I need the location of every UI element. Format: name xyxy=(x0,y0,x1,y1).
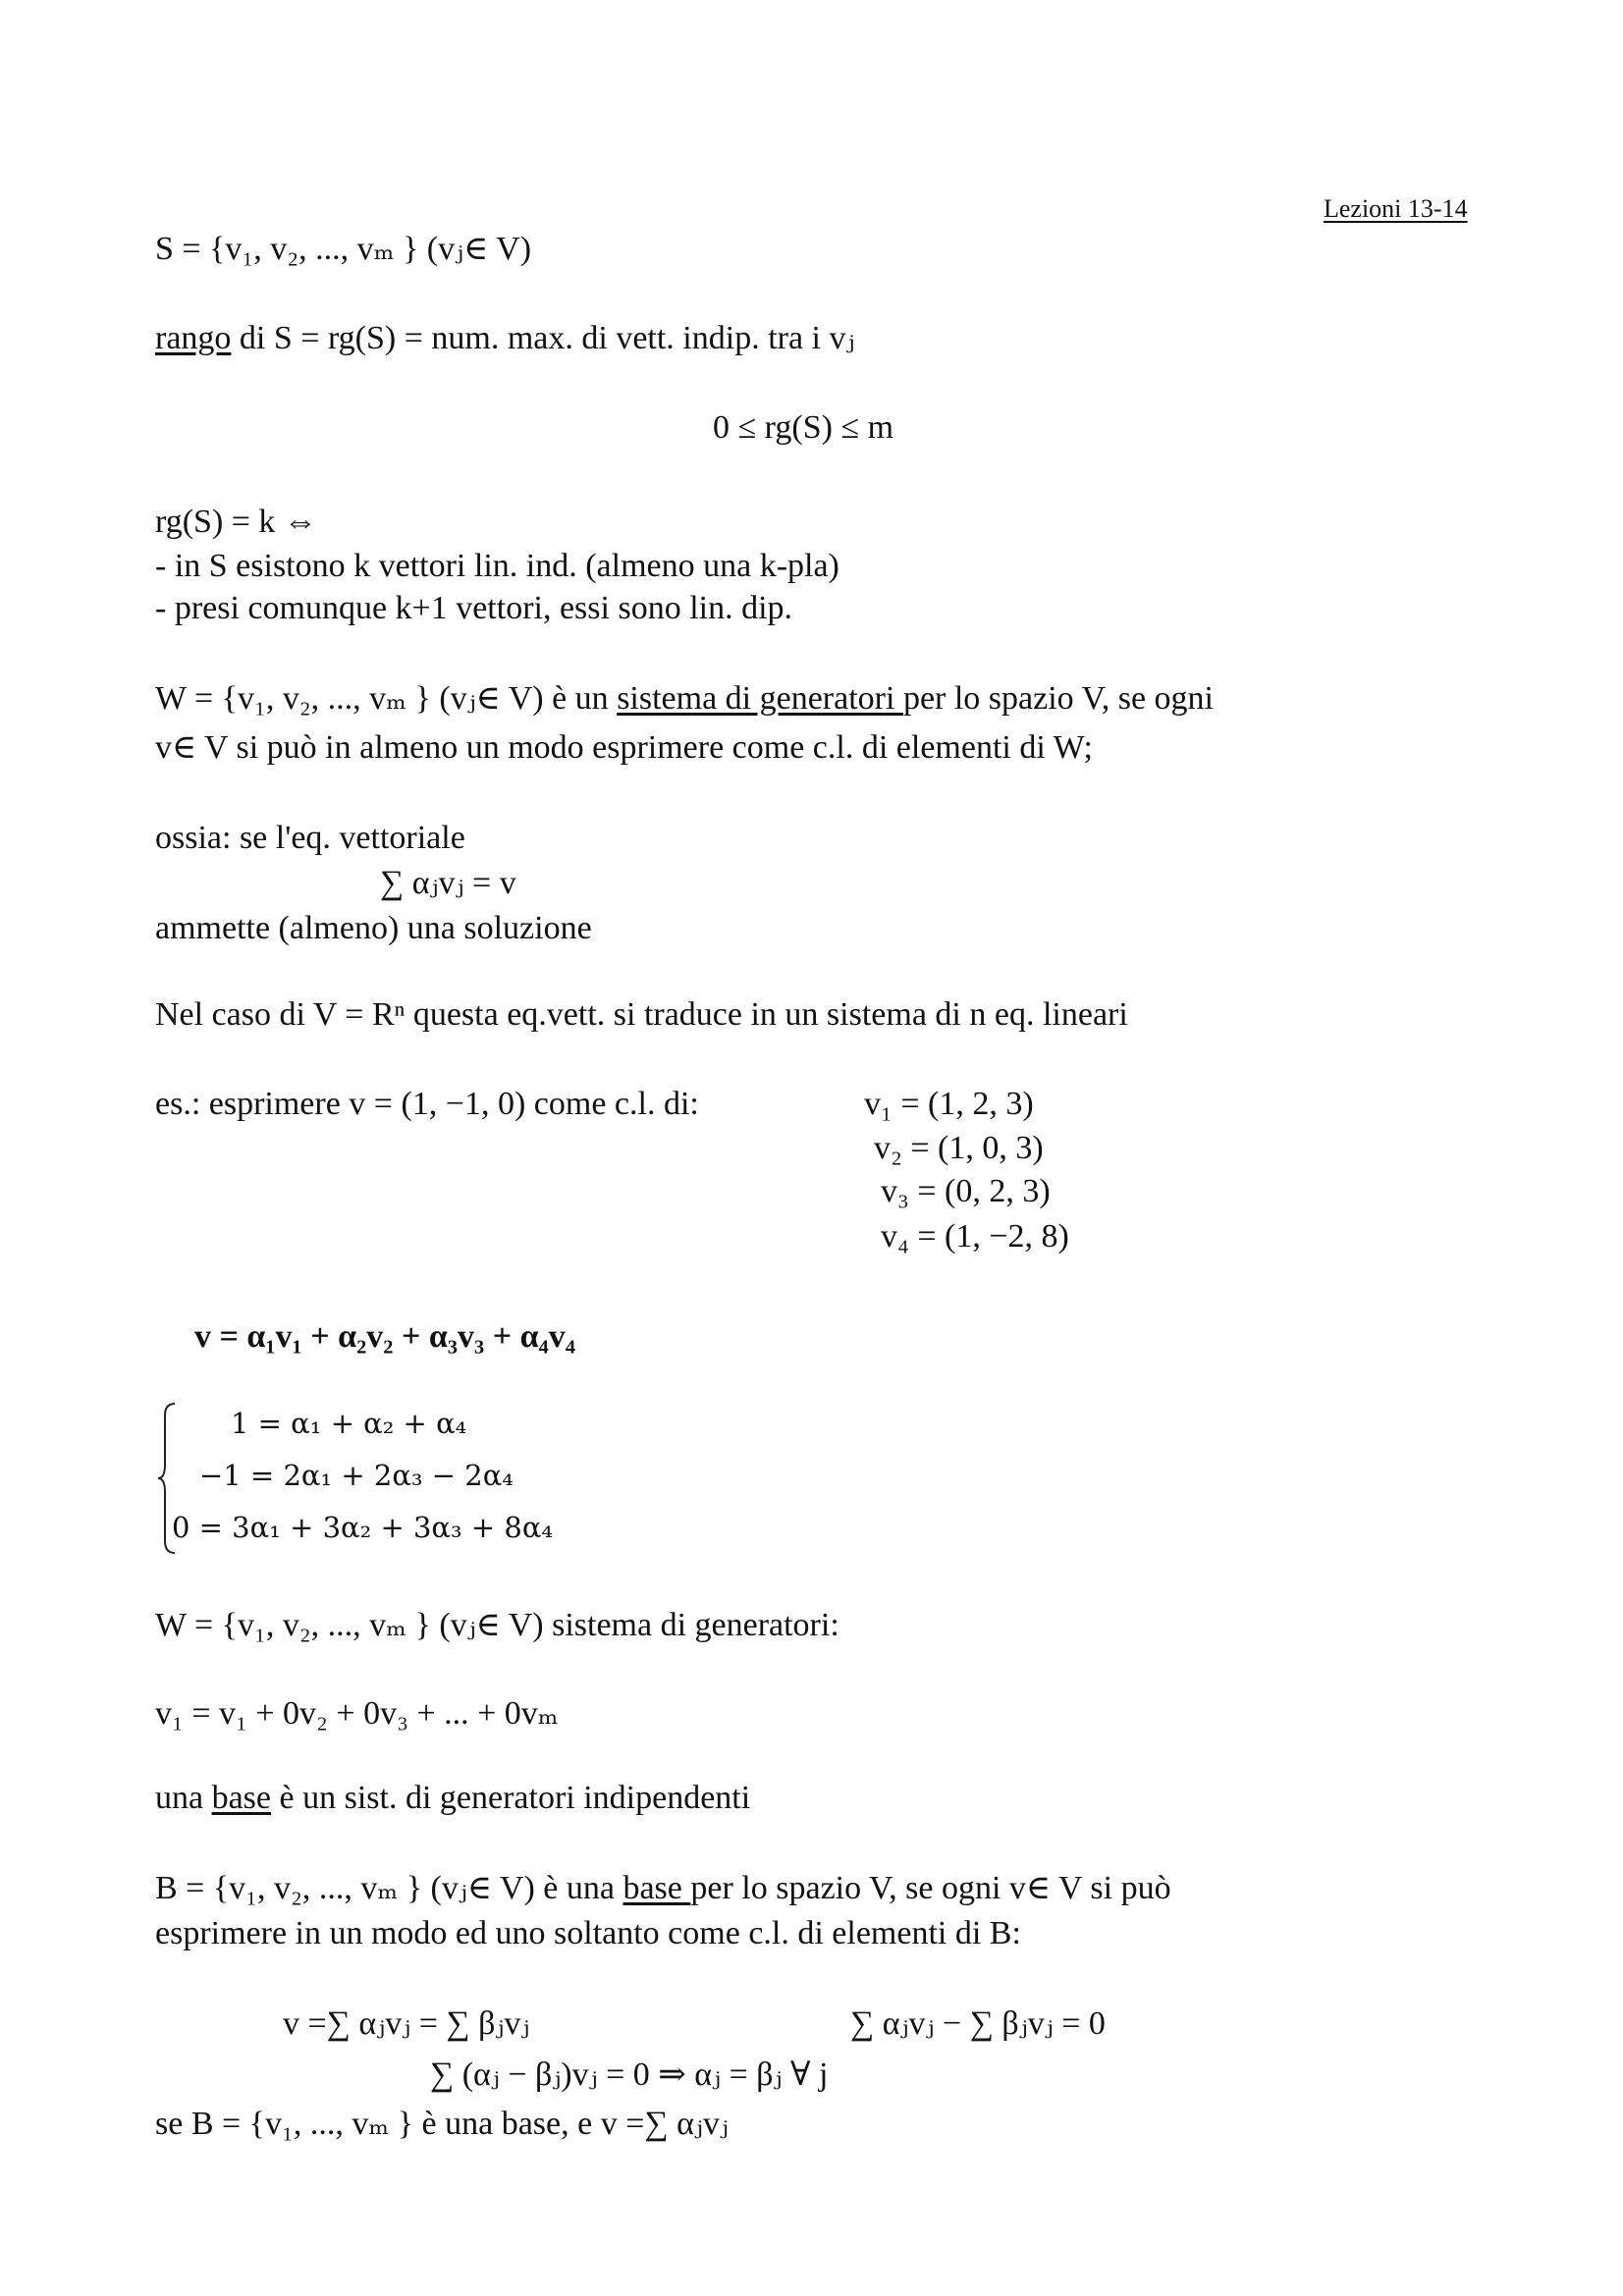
base-implication: ∑ (αⱼ − βⱼ)vⱼ = 0 ⇒ αⱼ = βⱼ ∀ j xyxy=(430,2056,829,2093)
generators-def-suffix: per lo spazio V, se ogni xyxy=(902,680,1214,717)
base-equation-left: v =∑ αⱼvⱼ = ∑ βⱼvⱼ xyxy=(283,2005,530,2042)
base-intro-term: base xyxy=(211,1780,272,1816)
base-final-line: se B = {v₁, ..., vₘ } è una base, e v =∑ αⱼvⱼ xyxy=(155,2106,729,2142)
example-prompt: es.: esprimere v = (1, −1, 0) come c.l. di: xyxy=(155,1086,699,1122)
example-vector-4: v₄ = (1, −2, 8) xyxy=(881,1218,1069,1255)
trivial-combination: v₁ = v₁ + 0v₂ + 0v₃ + ... + 0vₘ xyxy=(155,1695,559,1732)
example-vector-2: v₂ = (1, 0, 3) xyxy=(874,1130,1044,1166)
example-vector-3: v₃ = (0, 2, 3) xyxy=(881,1173,1051,1209)
system-equation-1: 1 = α₁ + α₂ + α₄ xyxy=(231,1407,467,1440)
set-definition: S = {v₁, v₂, ..., vₘ } (vⱼ∈ V) xyxy=(155,231,532,267)
base-intro xyxy=(155,1779,750,1817)
base-definition-line2: esprimere in un modo ed uno soltanto come c.l. di elementi di B: xyxy=(155,1915,1021,1951)
rank-term: rango xyxy=(155,320,232,356)
lecture-header: Lezioni 13-14 xyxy=(1324,194,1468,223)
base-def-term: base xyxy=(622,1870,691,1906)
generators-definition xyxy=(155,679,1214,718)
base-def-suffix: per lo spazio V, se ogni v∈ V si può xyxy=(690,1870,1171,1906)
ammette-line: ammette (almeno) una soluzione xyxy=(155,910,592,946)
rank-definition-text: di S = rg(S) = num. max. di vett. indip. tra i vⱼ xyxy=(231,320,855,356)
base-definition xyxy=(155,1869,1171,1907)
vector-equation: ∑ αⱼvⱼ = v xyxy=(380,865,516,901)
generators-definition-line2: v∈ V si può in almeno un modo esprimere come c.l. di elementi di W; xyxy=(155,729,1093,766)
rank-condition-2: - presi comunque k+1 vettori, essi sono lin. dip. xyxy=(155,590,793,626)
ossia-line: ossia: se l'eq. vettoriale xyxy=(155,820,465,856)
generators-system-statement: W = {v₁, v₂, ..., vₘ } (vⱼ∈ V) sistema di generatori: xyxy=(155,1607,839,1643)
example-vector-1: v₁ = (1, 2, 3) xyxy=(864,1086,1034,1122)
rank-condition-1: - in S esistono k vettori lin. ind. (almeno una k-pla) xyxy=(155,548,839,584)
rn-case-line: Nel caso di V = Rⁿ questa eq.vett. si traduce in un sistema di n eq. lineari xyxy=(155,996,1128,1033)
base-def-prefix: B = {v₁, v₂, ..., vₘ } (vⱼ∈ V) è una xyxy=(155,1870,623,1906)
rank-bounds: 0 ≤ rg(S) ≤ m xyxy=(713,409,894,446)
rank-definition xyxy=(155,319,854,357)
base-intro-prefix: una xyxy=(155,1780,212,1816)
system-equation-2: −1 = 2α₁ + 2α₃ − 2α₄ xyxy=(199,1459,514,1492)
base-equation-right: ∑ αⱼvⱼ − ∑ βⱼvⱼ = 0 xyxy=(850,2005,1106,2042)
base-intro-suffix: è un sist. di generatori indipendenti xyxy=(271,1780,751,1816)
generators-term: sistema di generatori xyxy=(617,680,903,717)
system-equation-3: 0 = 3α₁ + 3α₂ + 3α₃ + 8α₄ xyxy=(172,1511,554,1544)
linear-combination: v = α₁v₁ + α₂v₂ + α₃v₃ + α₄v₄ xyxy=(194,1318,575,1355)
generators-def-prefix: W = {v₁, v₂, ..., vₘ } (vⱼ∈ V) è un xyxy=(155,680,618,717)
rank-equivalence: rg(S) = k ⇔ xyxy=(155,504,317,540)
